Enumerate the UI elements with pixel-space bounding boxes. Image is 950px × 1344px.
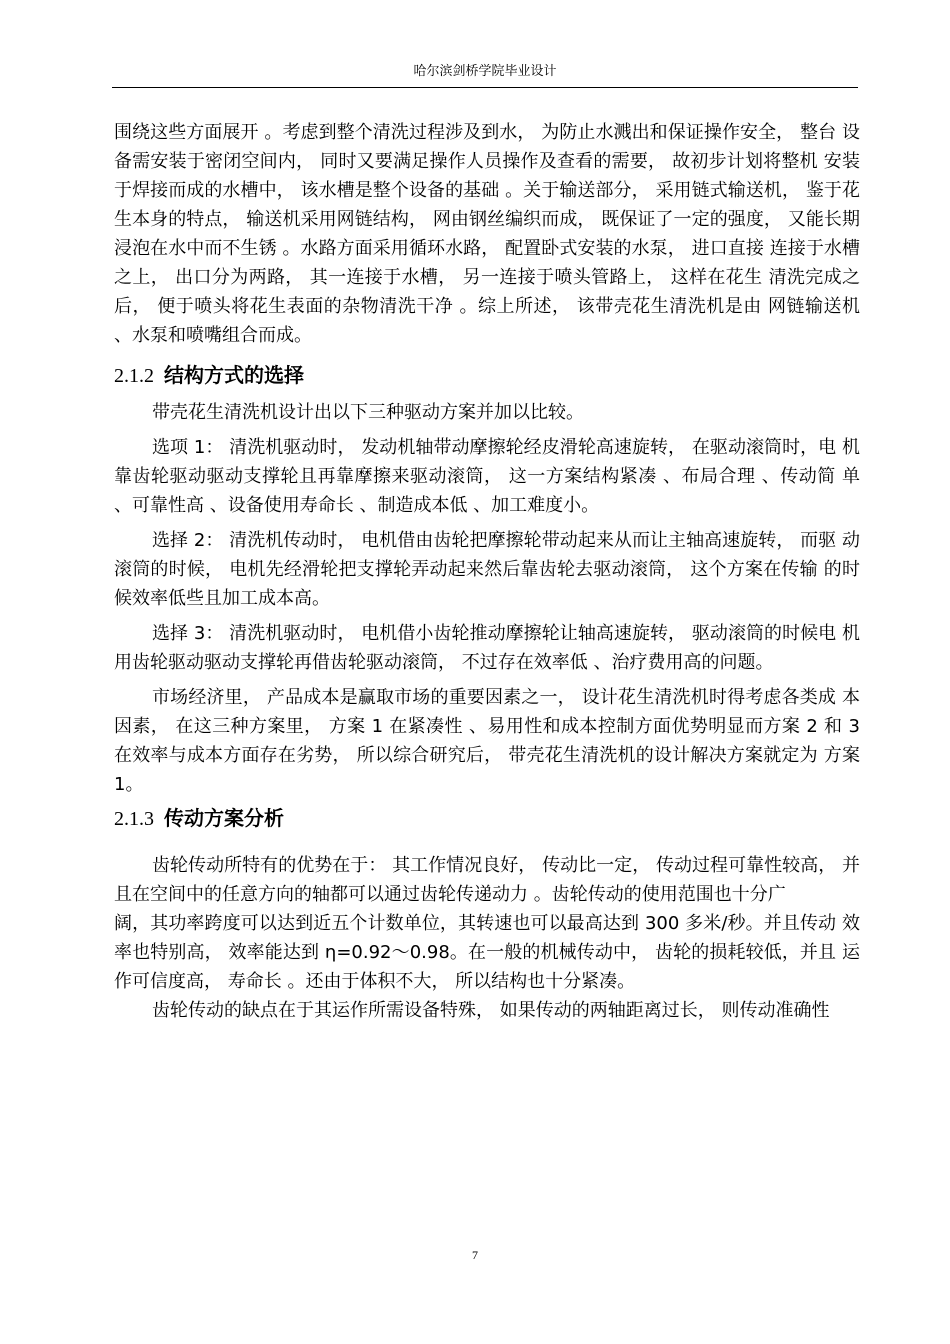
section-title: 结构方式的选择 bbox=[164, 363, 304, 387]
intro-paragraph: 围绕这些方面展开 。考虑到整个清洗过程涉及到水， 为防止水溅出和保证操作安全， 整台 设备需安装于密闭空间内， 同时又要满足操作人员操作及查看的需要， 故初步计划将整机 安装于焊接而成的水槽中， 该水槽是整个设备的基础 。关于输送部分， 采用链式输送机， 鉴于花生本身的特点， 输送机采用网链结构， 网由钢丝编织而成， 既保证了一定的强度， 又能长期浸泡在水中而不生锈 。水路方面采用循环水路， 配置卧式安装的水泵， 进口直接 连接于水槽之上， 出口分为两路， 其一连接于水槽， 另一连接于喷头管路上， 这样在花生 清洗完成之后， 便于喷头将花生表面的杂物清洗干净 。综上所述， 该带壳花生清洗机是由 网链输送机 、水泵和喷嘴组合而成。 bbox=[114, 122, 860, 346]
paragraph-option-2: 选择 2： 清洗机传动时， 电机借由齿轮把摩擦轮带动起来从而让主轴高速旋转， 而驱 动滚筒的时候， 电机先经滑轮把支撑轮弄动起来然后靠齿轮去驱动滚筒， 这个方案在传输 的时候效率低些且加工成本高。 bbox=[114, 530, 860, 609]
section-number: 2.1.3 bbox=[114, 808, 154, 830]
section-heading-2-1-3 bbox=[114, 799, 860, 839]
paragraph-gear-advantages-cont: 阔，其功率跨度可以达到近五个计数单位，其转速也可以最高达到 300 多米/秒。并且传动 效率也特别高， 效率能达到 η=0.92～0.98。在一般的机械传动中， 齿轮的损耗较低，并且 运作可信度高， 寿命长 。还由于体积不大， 所以结构也十分紧凑。 bbox=[114, 913, 860, 992]
page-header: 哈尔滨剑桥学院毕业设计 bbox=[112, 60, 858, 88]
page-body bbox=[114, 118, 860, 1025]
section-title: 传动方案分析 bbox=[164, 806, 284, 830]
page-number: 7 bbox=[472, 1248, 478, 1262]
paragraph-option-1: 选项 1： 清洗机驱动时， 发动机轴带动摩擦轮经皮滑轮高速旋转， 在驱动滚筒时，电 机靠齿轮驱动驱动支撑轮且再靠摩擦来驱动滚筒， 这一方案结构紧凑 、布局合理 、传动简 单 、可靠性高 、设备使用寿命长 、制造成本低 、加工难度小。 bbox=[114, 437, 860, 516]
paragraph-option-3: 选择 3： 清洗机驱动时， 电机借小齿轮推动摩擦轮让轴高速旋转， 驱动滚筒的时候电 机用齿轮驱动驱动支撑轮再借齿轮驱动滚筒， 不过存在效率低 、治疗费用高的问题。 bbox=[114, 623, 860, 673]
paragraph-conclusion: 市场经济里， 产品成本是赢取市场的重要因素之一， 设计花生清洗机时得考虑各类成 本因素， 在这三种方案里， 方案 1 在紧凑性 、易用性和成本控制方面优势明显而方案 2 和 3 在效率与成本方面存在劣势， 所以综合研究后， 带壳花生清洗机的设计解决方案就定为 方案 1。 bbox=[114, 687, 860, 795]
section-number: 2.1.2 bbox=[114, 365, 154, 387]
paragraph-gear-advantages: 齿轮传动所特有的优势在于： 其工作情况良好， 传动比一定， 传动过程可靠性较高， 并且在空间中的任意方向的轴都可以通过齿轮传递动力 。齿轮传动的使用范围也十分广 bbox=[114, 855, 860, 905]
paragraph: 带壳花生清洗机设计出以下三种驱动方案并加以比较。 bbox=[152, 402, 584, 423]
paragraph-gear-disadvantages: 齿轮传动的缺点在于其运作所需设备特殊， 如果传动的两轴距离过长， 则传动准确性 bbox=[152, 1000, 830, 1021]
section-heading-2-1-2 bbox=[114, 356, 860, 396]
